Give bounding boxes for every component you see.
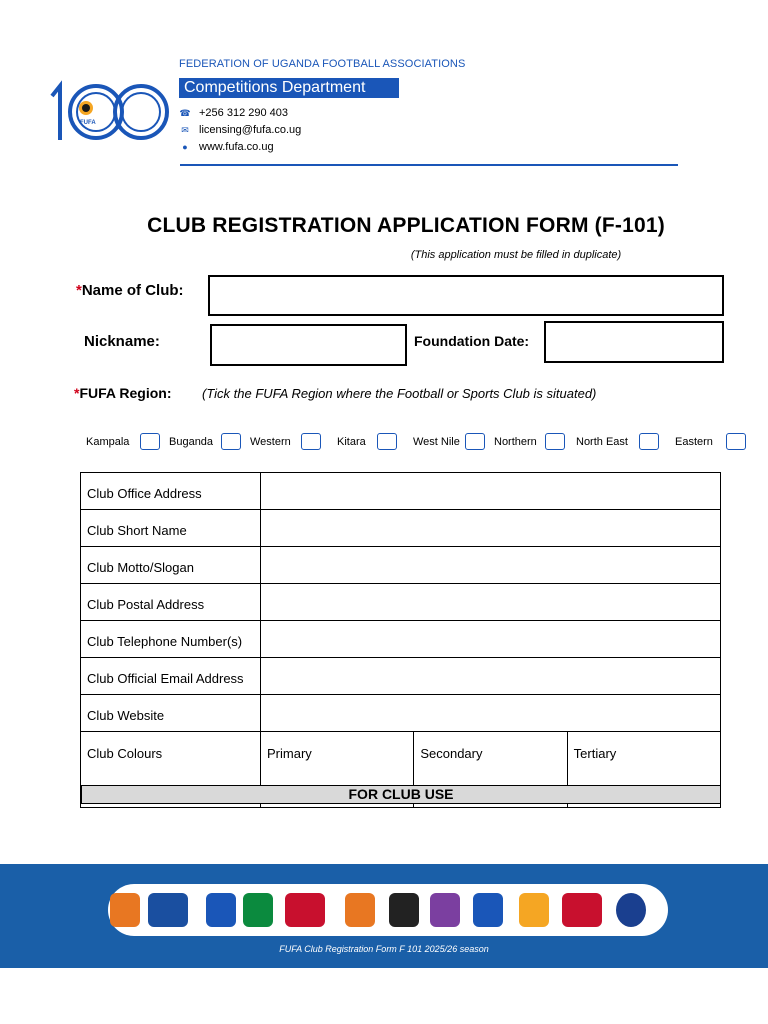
- required-mark: *: [76, 282, 82, 299]
- name-of-club-field[interactable]: [208, 275, 724, 316]
- region-option[interactable]: North East: [576, 433, 659, 450]
- email-text[interactable]: licensing@fufa.co.ug: [199, 124, 302, 136]
- header-divider: [180, 164, 678, 166]
- phone-text: +256 312 290 403: [199, 107, 289, 119]
- contact-phone: [179, 107, 288, 119]
- row-input[interactable]: [261, 510, 721, 547]
- region-option[interactable]: Western: [250, 433, 321, 450]
- colour-primary-cell[interactable]: Primary: [261, 732, 414, 808]
- row-label: Club Colours: [81, 732, 261, 808]
- region-option[interactable]: Eastern: [675, 433, 746, 450]
- form-subtitle: (This application must be filled in duplicate): [410, 249, 622, 261]
- table-row: [81, 658, 721, 695]
- region-checkbox[interactable]: [221, 433, 241, 450]
- table-row: [81, 510, 721, 547]
- nickname-field[interactable]: [210, 324, 407, 366]
- fufa-cup-logo: [519, 893, 549, 927]
- colour-secondary-cell[interactable]: Secondary: [414, 732, 567, 808]
- region-option[interactable]: Kampala: [86, 433, 160, 450]
- row-label: Club Motto/Slogan: [81, 547, 261, 584]
- region-checkbox[interactable]: [639, 433, 659, 450]
- fwsl-logo: [430, 893, 460, 927]
- region-option[interactable]: West Nile: [413, 433, 485, 450]
- fufa-juniors-league-logo: [562, 893, 602, 927]
- table-row: [81, 621, 721, 658]
- women-elite-league-logo: [345, 893, 375, 927]
- name-of-club-label: *Name of Club:: [76, 282, 184, 299]
- region-checkbox[interactable]: [465, 433, 485, 450]
- super-cup-logo: [389, 893, 419, 927]
- for-club-use-bar: FOR CLUB USE: [81, 785, 721, 804]
- website-text[interactable]: www.fufa.co.ug: [199, 141, 274, 153]
- table-row: [81, 547, 721, 584]
- row-label: Club Postal Address: [81, 584, 261, 621]
- region-option[interactable]: Northern: [494, 433, 565, 450]
- region-checkbox[interactable]: [726, 433, 746, 450]
- row-input[interactable]: [261, 547, 721, 584]
- table-row: [81, 473, 721, 510]
- fufa-region-label: *FUFA Region:: [74, 385, 172, 401]
- region-option[interactable]: Buganda: [169, 433, 241, 450]
- region-checkbox[interactable]: [377, 433, 397, 450]
- fufa-100-logo: [46, 78, 170, 146]
- logo-badge: FUFA: [80, 120, 96, 126]
- row-input[interactable]: [261, 473, 721, 510]
- org-name: FEDERATION OF UGANDA FOOTBALL ASSOCIATIONS: [179, 58, 466, 70]
- region-checkbox[interactable]: [140, 433, 160, 450]
- row-input[interactable]: [261, 584, 721, 621]
- row-input[interactable]: [261, 658, 721, 695]
- row-label: Club Official Email Address: [81, 658, 261, 695]
- row-label: Club Telephone Number(s): [81, 621, 261, 658]
- department-banner: Competitions Department: [179, 78, 399, 98]
- club-details-table: [80, 472, 721, 808]
- colour-tertiary-cell[interactable]: Tertiary: [567, 732, 720, 808]
- form-title: CLUB REGISTRATION APPLICATION FORM (F-101): [147, 214, 665, 237]
- row-label: Club Office Address: [81, 473, 261, 510]
- table-row: [81, 584, 721, 621]
- foundation-date-field[interactable]: [544, 321, 724, 363]
- fufa-region-hint: (Tick the FUFA Region where the Football or Sports Club is situated): [202, 386, 597, 401]
- mail-icon: ✉: [181, 124, 189, 135]
- region-checkbox[interactable]: [301, 433, 321, 450]
- contact-website: [179, 141, 274, 153]
- footer-note: FUFA Club Registration Form F 101 2025/26 season: [279, 944, 489, 954]
- globe-icon: ●: [182, 142, 188, 152]
- fufa-super-8-logo: [285, 893, 325, 927]
- stanbic-uganda-cup-logo: [148, 893, 188, 927]
- table-row: [81, 695, 721, 732]
- women-super-league-logo: [473, 893, 503, 927]
- betpawa-big-league-logo: [243, 893, 273, 927]
- nickname-label: Nickname:: [84, 333, 160, 350]
- contact-email: [179, 124, 301, 136]
- region-checkbox[interactable]: [545, 433, 565, 450]
- phone-icon: ☎: [179, 107, 191, 118]
- fufa-logo: [206, 893, 236, 927]
- row-label: Club Short Name: [81, 510, 261, 547]
- row-input[interactable]: [261, 695, 721, 732]
- region-option[interactable]: Kitara: [337, 433, 397, 450]
- uganda-cup-logo: [110, 893, 140, 927]
- futsal-logo: [616, 893, 646, 927]
- row-input[interactable]: [261, 621, 721, 658]
- foundation-date-label: Foundation Date:: [414, 333, 530, 349]
- row-label: Club Website: [81, 695, 261, 732]
